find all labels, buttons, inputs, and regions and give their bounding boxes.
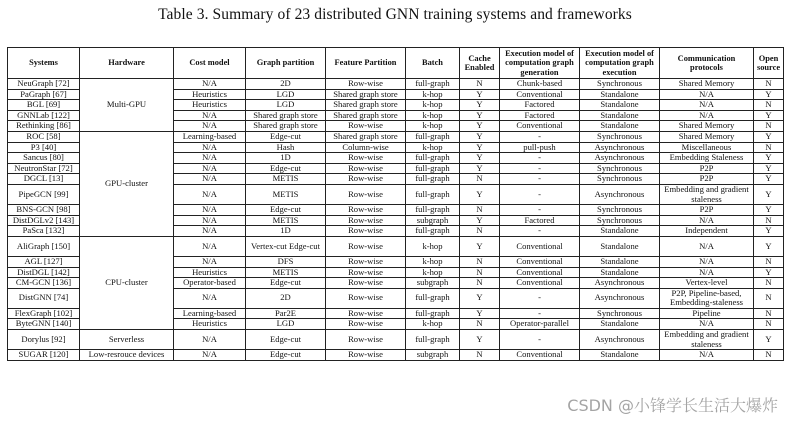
feature-partition-cell: Shared graph store bbox=[326, 110, 406, 121]
feature-partition-cell: Row-wise bbox=[326, 215, 406, 226]
exec-execution-cell: Standalone bbox=[580, 267, 660, 278]
cost-model-cell: N/A bbox=[174, 163, 246, 174]
exec-generation-cell: Conventional bbox=[500, 121, 580, 132]
cache-enabled-cell: Y bbox=[460, 184, 500, 204]
system-name-cell: ByteGNN [140] bbox=[8, 319, 80, 330]
cost-model-cell: N/A bbox=[174, 79, 246, 90]
cache-enabled-cell: Y bbox=[460, 89, 500, 100]
header-cost-model: Cost model bbox=[174, 48, 246, 79]
batch-cell: subgraph bbox=[406, 215, 460, 226]
open-source-cell: N bbox=[754, 350, 784, 361]
exec-execution-cell: Standalone bbox=[580, 256, 660, 267]
exec-generation-cell: - bbox=[500, 288, 580, 308]
system-name-cell: ROC [58] bbox=[8, 131, 80, 142]
graph-partition-cell: Edge-cut bbox=[246, 278, 326, 289]
exec-execution-cell: Synchronous bbox=[580, 131, 660, 142]
batch-cell: full-graph bbox=[406, 184, 460, 204]
header-cache: Cache Enabled bbox=[460, 48, 500, 79]
open-source-cell: N bbox=[754, 256, 784, 267]
batch-cell: subgraph bbox=[406, 350, 460, 361]
exec-generation-cell: - bbox=[500, 330, 580, 350]
graph-partition-cell: METIS bbox=[246, 174, 326, 185]
exec-execution-cell: Synchronous bbox=[580, 205, 660, 216]
graph-partition-cell: 2D bbox=[246, 79, 326, 90]
cache-enabled-cell: N bbox=[460, 79, 500, 90]
system-name-cell: DistGNN [74] bbox=[8, 288, 80, 308]
open-source-cell: Y bbox=[754, 184, 784, 204]
batch-cell: k-hop bbox=[406, 142, 460, 153]
batch-cell: k-hop bbox=[406, 121, 460, 132]
system-name-cell: AliGraph [150] bbox=[8, 236, 80, 256]
feature-partition-cell: Row-wise bbox=[326, 163, 406, 174]
system-name-cell: P3 [40] bbox=[8, 142, 80, 153]
communication-cell: N/A bbox=[660, 110, 754, 121]
batch-cell: full-graph bbox=[406, 308, 460, 319]
batch-cell: k-hop bbox=[406, 236, 460, 256]
feature-partition-cell: Row-wise bbox=[326, 153, 406, 164]
cache-enabled-cell: N bbox=[460, 226, 500, 237]
open-source-cell: Y bbox=[754, 174, 784, 185]
graph-partition-cell: Edge-cut bbox=[246, 131, 326, 142]
batch-cell: full-graph bbox=[406, 163, 460, 174]
cache-enabled-cell: N bbox=[460, 278, 500, 289]
communication-cell: N/A bbox=[660, 256, 754, 267]
batch-cell: k-hop bbox=[406, 267, 460, 278]
batch-cell: k-hop bbox=[406, 256, 460, 267]
cache-enabled-cell: Y bbox=[460, 100, 500, 111]
exec-execution-cell: Standalone bbox=[580, 226, 660, 237]
table-row bbox=[8, 79, 784, 90]
header-open-source: Open source bbox=[754, 48, 784, 79]
cost-model-cell: N/A bbox=[174, 153, 246, 164]
cost-model-cell: N/A bbox=[174, 174, 246, 185]
open-source-cell: N bbox=[754, 79, 784, 90]
graph-partition-cell: Par2E bbox=[246, 308, 326, 319]
communication-cell: Shared Memory bbox=[660, 131, 754, 142]
open-source-cell: Y bbox=[754, 226, 784, 237]
graph-partition-cell: Edge-cut bbox=[246, 330, 326, 350]
system-name-cell: PaSca [132] bbox=[8, 226, 80, 237]
communication-cell: Vertex-level bbox=[660, 278, 754, 289]
batch-cell: full-graph bbox=[406, 226, 460, 237]
system-name-cell: BGL [69] bbox=[8, 100, 80, 111]
communication-cell: P2P bbox=[660, 163, 754, 174]
feature-partition-cell: Row-wise bbox=[326, 267, 406, 278]
exec-execution-cell: Standalone bbox=[580, 110, 660, 121]
open-source-cell: N bbox=[754, 308, 784, 319]
open-source-cell: Y bbox=[754, 89, 784, 100]
system-name-cell: PipeGCN [99] bbox=[8, 184, 80, 204]
exec-execution-cell: Asynchronous bbox=[580, 142, 660, 153]
open-source-cell: N bbox=[754, 121, 784, 132]
cache-enabled-cell: Y bbox=[460, 236, 500, 256]
exec-generation-cell: Chunk-based bbox=[500, 79, 580, 90]
communication-cell: N/A bbox=[660, 100, 754, 111]
feature-partition-cell: Row-wise bbox=[326, 205, 406, 216]
systems-table bbox=[7, 47, 784, 361]
cache-enabled-cell: Y bbox=[460, 110, 500, 121]
cache-enabled-cell: Y bbox=[460, 308, 500, 319]
feature-partition-cell: Row-wise bbox=[326, 121, 406, 132]
exec-execution-cell: Asynchronous bbox=[580, 153, 660, 164]
cost-model-cell: Learning-based bbox=[174, 308, 246, 319]
exec-execution-cell: Asynchronous bbox=[580, 184, 660, 204]
system-name-cell: PaGraph [67] bbox=[8, 89, 80, 100]
header-feature-partition: Feature Partition bbox=[326, 48, 406, 79]
open-source-cell: N bbox=[754, 142, 784, 153]
cache-enabled-cell: Y bbox=[460, 121, 500, 132]
cost-model-cell: Heuristics bbox=[174, 100, 246, 111]
feature-partition-cell: Column-wise bbox=[326, 142, 406, 153]
communication-cell: Miscellaneous bbox=[660, 142, 754, 153]
exec-execution-cell: Synchronous bbox=[580, 308, 660, 319]
cost-model-cell: Operator-based bbox=[174, 278, 246, 289]
exec-execution-cell: Standalone bbox=[580, 121, 660, 132]
cache-enabled-cell: Y bbox=[460, 131, 500, 142]
cache-enabled-cell: Y bbox=[460, 163, 500, 174]
cache-enabled-cell: N bbox=[460, 256, 500, 267]
header-exec-generation: Execution model of computation graph generation bbox=[500, 48, 580, 79]
feature-partition-cell: Row-wise bbox=[326, 308, 406, 319]
communication-cell: N/A bbox=[660, 89, 754, 100]
exec-generation-cell: Conventional bbox=[500, 236, 580, 256]
open-source-cell: Y bbox=[754, 110, 784, 121]
open-source-cell: Y bbox=[754, 236, 784, 256]
cache-enabled-cell: N bbox=[460, 205, 500, 216]
system-name-cell: DistDGLv2 [143] bbox=[8, 215, 80, 226]
exec-generation-cell: - bbox=[500, 226, 580, 237]
exec-execution-cell: Standalone bbox=[580, 100, 660, 111]
batch-cell: full-graph bbox=[406, 79, 460, 90]
batch-cell: k-hop bbox=[406, 319, 460, 330]
system-name-cell: DistDGL [142] bbox=[8, 267, 80, 278]
cost-model-cell: N/A bbox=[174, 236, 246, 256]
feature-partition-cell: Row-wise bbox=[326, 79, 406, 90]
table-row bbox=[8, 131, 784, 142]
communication-cell: N/A bbox=[660, 215, 754, 226]
exec-generation-cell: - bbox=[500, 163, 580, 174]
exec-execution-cell: Asynchronous bbox=[580, 288, 660, 308]
table-row bbox=[8, 330, 784, 350]
graph-partition-cell: DFS bbox=[246, 256, 326, 267]
open-source-cell: N bbox=[754, 288, 784, 308]
header-hardware: Hardware bbox=[80, 48, 174, 79]
cost-model-cell: N/A bbox=[174, 330, 246, 350]
batch-cell: k-hop bbox=[406, 110, 460, 121]
graph-partition-cell: LGD bbox=[246, 89, 326, 100]
exec-execution-cell: Synchronous bbox=[580, 79, 660, 90]
communication-cell: P2P, Pipeline-based, Embedding-staleness bbox=[660, 288, 754, 308]
cost-model-cell: N/A bbox=[174, 226, 246, 237]
table-caption: Table 3. Summary of 23 distributed GNN training systems and frameworks bbox=[158, 6, 632, 23]
open-source-cell: N bbox=[754, 215, 784, 226]
system-name-cell: BNS-GCN [98] bbox=[8, 205, 80, 216]
cost-model-cell: N/A bbox=[174, 110, 246, 121]
exec-generation-cell: - bbox=[500, 308, 580, 319]
system-name-cell: NeuGraph [72] bbox=[8, 79, 80, 90]
cache-enabled-cell: Y bbox=[460, 330, 500, 350]
cache-enabled-cell: Y bbox=[460, 153, 500, 164]
graph-partition-cell: Edge-cut bbox=[246, 163, 326, 174]
exec-generation-cell: Factored bbox=[500, 110, 580, 121]
table-row bbox=[8, 236, 784, 256]
hardware-cell: GPU-cluster bbox=[80, 131, 174, 236]
communication-cell: N/A bbox=[660, 236, 754, 256]
communication-cell: N/A bbox=[660, 350, 754, 361]
batch-cell: full-graph bbox=[406, 330, 460, 350]
feature-partition-cell: Shared graph store bbox=[326, 89, 406, 100]
cost-model-cell: N/A bbox=[174, 256, 246, 267]
feature-partition-cell: Row-wise bbox=[326, 184, 406, 204]
graph-partition-cell: METIS bbox=[246, 267, 326, 278]
communication-cell: Shared Memory bbox=[660, 79, 754, 90]
system-name-cell: Dorylus [92] bbox=[8, 330, 80, 350]
system-name-cell: GNNLab [122] bbox=[8, 110, 80, 121]
cache-enabled-cell: Y bbox=[460, 215, 500, 226]
open-source-cell: Y bbox=[754, 330, 784, 350]
header-graph-partition: Graph partition bbox=[246, 48, 326, 79]
hardware-cell: CPU-cluster bbox=[80, 236, 174, 329]
open-source-cell: N bbox=[754, 319, 784, 330]
exec-execution-cell: Standalone bbox=[580, 319, 660, 330]
batch-cell: full-graph bbox=[406, 174, 460, 185]
exec-execution-cell: Standalone bbox=[580, 236, 660, 256]
hardware-cell: Low-resrouce devices bbox=[80, 350, 174, 361]
feature-partition-cell: Row-wise bbox=[326, 226, 406, 237]
exec-generation-cell: Operator-parallel bbox=[500, 319, 580, 330]
communication-cell: Independent bbox=[660, 226, 754, 237]
communication-cell: N/A bbox=[660, 319, 754, 330]
system-name-cell: AGL [127] bbox=[8, 256, 80, 267]
communication-cell: P2P bbox=[660, 205, 754, 216]
exec-generation-cell: Factored bbox=[500, 215, 580, 226]
exec-execution-cell: Asynchronous bbox=[580, 330, 660, 350]
table-row bbox=[8, 350, 784, 361]
graph-partition-cell: Hash bbox=[246, 142, 326, 153]
exec-generation-cell: - bbox=[500, 205, 580, 216]
graph-partition-cell: Shared graph store bbox=[246, 121, 326, 132]
feature-partition-cell: Row-wise bbox=[326, 174, 406, 185]
feature-partition-cell: Shared graph store bbox=[326, 100, 406, 111]
graph-partition-cell: Shared graph store bbox=[246, 110, 326, 121]
exec-generation-cell: Factored bbox=[500, 100, 580, 111]
exec-generation-cell: - bbox=[500, 184, 580, 204]
exec-generation-cell: Conventional bbox=[500, 350, 580, 361]
header-systems: Systems bbox=[8, 48, 80, 79]
exec-generation-cell: Conventional bbox=[500, 256, 580, 267]
cost-model-cell: N/A bbox=[174, 142, 246, 153]
system-name-cell: SUGAR [120] bbox=[8, 350, 80, 361]
open-source-cell: Y bbox=[754, 153, 784, 164]
exec-generation-cell: Conventional bbox=[500, 278, 580, 289]
exec-execution-cell: Synchronous bbox=[580, 215, 660, 226]
cost-model-cell: N/A bbox=[174, 350, 246, 361]
cost-model-cell: N/A bbox=[174, 215, 246, 226]
graph-partition-cell: LGD bbox=[246, 100, 326, 111]
communication-cell: Pipeline bbox=[660, 308, 754, 319]
system-name-cell: Rethinking [86] bbox=[8, 121, 80, 132]
hardware-cell: Serverless bbox=[80, 330, 174, 350]
cost-model-cell: N/A bbox=[174, 288, 246, 308]
cost-model-cell: N/A bbox=[174, 184, 246, 204]
cache-enabled-cell: Y bbox=[460, 288, 500, 308]
communication-cell: P2P bbox=[660, 174, 754, 185]
system-name-cell: CM-GCN [136] bbox=[8, 278, 80, 289]
cost-model-cell: Heuristics bbox=[174, 267, 246, 278]
cost-model-cell: Heuristics bbox=[174, 89, 246, 100]
hardware-cell: Multi-GPU bbox=[80, 79, 174, 132]
open-source-cell: Y bbox=[754, 131, 784, 142]
header-exec-execution: Execution model of computation graph execution bbox=[580, 48, 660, 79]
communication-cell: N/A bbox=[660, 267, 754, 278]
graph-partition-cell: Edge-cut bbox=[246, 205, 326, 216]
exec-generation-cell: pull-push bbox=[500, 142, 580, 153]
cache-enabled-cell: N bbox=[460, 267, 500, 278]
batch-cell: subgraph bbox=[406, 278, 460, 289]
header-communication: Communication protocols bbox=[660, 48, 754, 79]
batch-cell: k-hop bbox=[406, 89, 460, 100]
communication-cell: Embedding Staleness bbox=[660, 153, 754, 164]
cache-enabled-cell: N bbox=[460, 350, 500, 361]
exec-execution-cell: Standalone bbox=[580, 89, 660, 100]
communication-cell: Embedding and gradient staleness bbox=[660, 184, 754, 204]
graph-partition-cell: METIS bbox=[246, 184, 326, 204]
batch-cell: full-graph bbox=[406, 153, 460, 164]
feature-partition-cell: Row-wise bbox=[326, 330, 406, 350]
graph-partition-cell: 2D bbox=[246, 288, 326, 308]
system-name-cell: NeutronStar [72] bbox=[8, 163, 80, 174]
exec-execution-cell: Asynchronous bbox=[580, 278, 660, 289]
feature-partition-cell: Row-wise bbox=[326, 278, 406, 289]
graph-partition-cell: Edge-cut bbox=[246, 350, 326, 361]
feature-partition-cell: Shared graph store bbox=[326, 131, 406, 142]
feature-partition-cell: Row-wise bbox=[326, 256, 406, 267]
feature-partition-cell: Row-wise bbox=[326, 236, 406, 256]
feature-partition-cell: Row-wise bbox=[326, 319, 406, 330]
open-source-cell: Y bbox=[754, 205, 784, 216]
exec-execution-cell: Synchronous bbox=[580, 174, 660, 185]
batch-cell: full-graph bbox=[406, 205, 460, 216]
system-name-cell: DGCL [13] bbox=[8, 174, 80, 185]
batch-cell: full-graph bbox=[406, 288, 460, 308]
graph-partition-cell: Vertex-cut Edge-cut bbox=[246, 236, 326, 256]
cost-model-cell: N/A bbox=[174, 121, 246, 132]
open-source-cell: Y bbox=[754, 163, 784, 174]
feature-partition-cell: Row-wise bbox=[326, 350, 406, 361]
cache-enabled-cell: N bbox=[460, 319, 500, 330]
graph-partition-cell: 1D bbox=[246, 226, 326, 237]
exec-generation-cell: - bbox=[500, 153, 580, 164]
open-source-cell: Y bbox=[754, 267, 784, 278]
open-source-cell: N bbox=[754, 278, 784, 289]
graph-partition-cell: METIS bbox=[246, 215, 326, 226]
header-batch: Batch bbox=[406, 48, 460, 79]
exec-generation-cell: Conventional bbox=[500, 89, 580, 100]
exec-generation-cell: Conventional bbox=[500, 267, 580, 278]
feature-partition-cell: Row-wise bbox=[326, 288, 406, 308]
header-row bbox=[8, 48, 784, 79]
graph-partition-cell: LGD bbox=[246, 319, 326, 330]
system-name-cell: Sancus [80] bbox=[8, 153, 80, 164]
batch-cell: k-hop bbox=[406, 100, 460, 111]
exec-execution-cell: Synchronous bbox=[580, 163, 660, 174]
exec-generation-cell: - bbox=[500, 174, 580, 185]
communication-cell: Shared Memory bbox=[660, 121, 754, 132]
cost-model-cell: Heuristics bbox=[174, 319, 246, 330]
watermark: CSDN @小锋学长生活大爆炸 bbox=[567, 396, 778, 415]
system-name-cell: FlexGraph [102] bbox=[8, 308, 80, 319]
exec-execution-cell: Standalone bbox=[580, 350, 660, 361]
open-source-cell: N bbox=[754, 100, 784, 111]
graph-partition-cell: 1D bbox=[246, 153, 326, 164]
communication-cell: Embedding and gradient staleness bbox=[660, 330, 754, 350]
exec-generation-cell: - bbox=[500, 131, 580, 142]
cost-model-cell: N/A bbox=[174, 205, 246, 216]
cost-model-cell: Learning-based bbox=[174, 131, 246, 142]
cache-enabled-cell: N bbox=[460, 174, 500, 185]
batch-cell: full-graph bbox=[406, 131, 460, 142]
cache-enabled-cell: Y bbox=[460, 142, 500, 153]
